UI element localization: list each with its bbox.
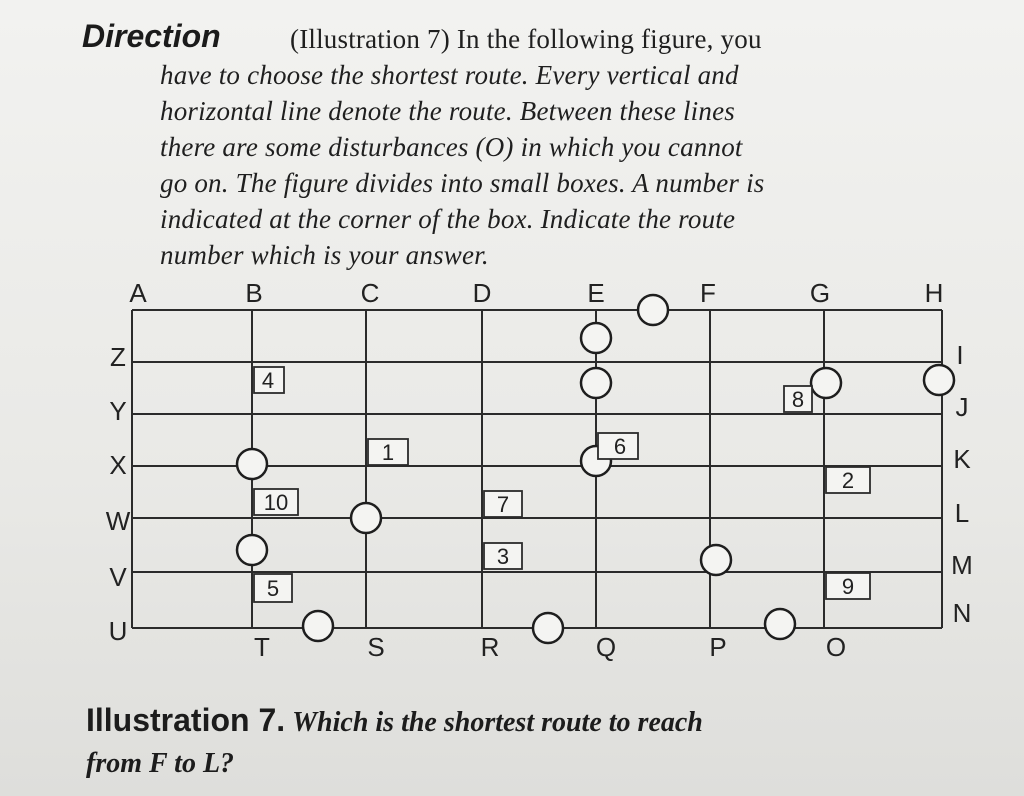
- paragraph-line-1: (Illustration 7) In the following figure, you: [290, 24, 762, 54]
- caption-question-part2: from F to L?: [86, 748, 235, 779]
- paragraph-line-2: have to choose the shortest route. Every vertical and: [160, 60, 739, 90]
- box-numbers: [262, 368, 854, 601]
- paragraph-line-6: indicated at the corner of the box. Indicate the route: [160, 204, 736, 234]
- label-c: C: [360, 278, 380, 308]
- disturbance-circle: [638, 295, 668, 325]
- label-d: D: [472, 278, 492, 308]
- paragraph-line-7: number which is your answer.: [160, 240, 489, 270]
- label-k: K: [953, 444, 971, 474]
- disturbance-circle: [237, 535, 267, 565]
- label-a: A: [129, 278, 147, 308]
- direction-heading: Direction: [82, 18, 221, 54]
- disturbance-circle: [765, 609, 795, 639]
- box-number-10: 10: [263, 490, 289, 515]
- label-s: S: [367, 632, 385, 662]
- box-number-7: 7: [496, 492, 510, 517]
- left-labels: [106, 342, 131, 646]
- label-w: W: [105, 506, 131, 536]
- label-f: F: [700, 278, 716, 308]
- box-number-2: 2: [841, 468, 855, 493]
- label-p: P: [709, 632, 727, 662]
- paragraph-line-5: go on. The figure divides into small boxes. A number is: [160, 168, 765, 198]
- label-m: M: [951, 550, 973, 580]
- label-e: E: [587, 278, 605, 308]
- label-v: V: [109, 562, 127, 592]
- disturbance-circle: [351, 503, 381, 533]
- caption-title: Illustration 7.: [86, 702, 286, 738]
- disturbance-circle: [811, 368, 841, 398]
- label-q: Q: [595, 632, 617, 662]
- label-y: Y: [109, 396, 127, 426]
- paragraph-line-4: there are some disturbances (O) in which you cannot: [160, 132, 743, 162]
- label-z: Z: [110, 342, 126, 372]
- label-b: B: [245, 278, 263, 308]
- box-number-1: 1: [381, 440, 395, 465]
- number-boxes: [254, 367, 870, 602]
- label-t: T: [254, 632, 270, 662]
- label-l: L: [954, 498, 970, 528]
- label-o: O: [825, 632, 847, 662]
- label-r: R: [480, 632, 500, 662]
- disturbance-circle: [303, 611, 333, 641]
- label-j: J: [955, 392, 969, 422]
- box-number-5: 5: [266, 576, 280, 601]
- disturbance-circle: [701, 545, 731, 575]
- label-n: N: [952, 598, 972, 628]
- box-number-9: 9: [841, 574, 855, 599]
- label-g: G: [809, 278, 831, 308]
- label-h: H: [924, 278, 944, 308]
- top-labels: [129, 278, 943, 308]
- box-number-8: 8: [791, 387, 805, 412]
- disturbance-circle: [924, 365, 954, 395]
- paragraph-line-3: horizontal line denote the route. Between these lines: [160, 96, 735, 126]
- disturbance-circle: [581, 368, 611, 398]
- label-i: I: [956, 340, 964, 370]
- box-number-6: 6: [613, 434, 627, 459]
- label-u: U: [108, 616, 128, 646]
- disturbance-circle: [237, 449, 267, 479]
- illustration-caption: [86, 702, 703, 739]
- box-number-3: 3: [496, 544, 510, 569]
- box-number-4: 4: [261, 368, 275, 393]
- caption-question-part1: Which is the shortest route to reach: [292, 707, 703, 738]
- disturbance-circle: [581, 323, 611, 353]
- label-x: X: [109, 450, 127, 480]
- disturbance-circle: [533, 613, 563, 643]
